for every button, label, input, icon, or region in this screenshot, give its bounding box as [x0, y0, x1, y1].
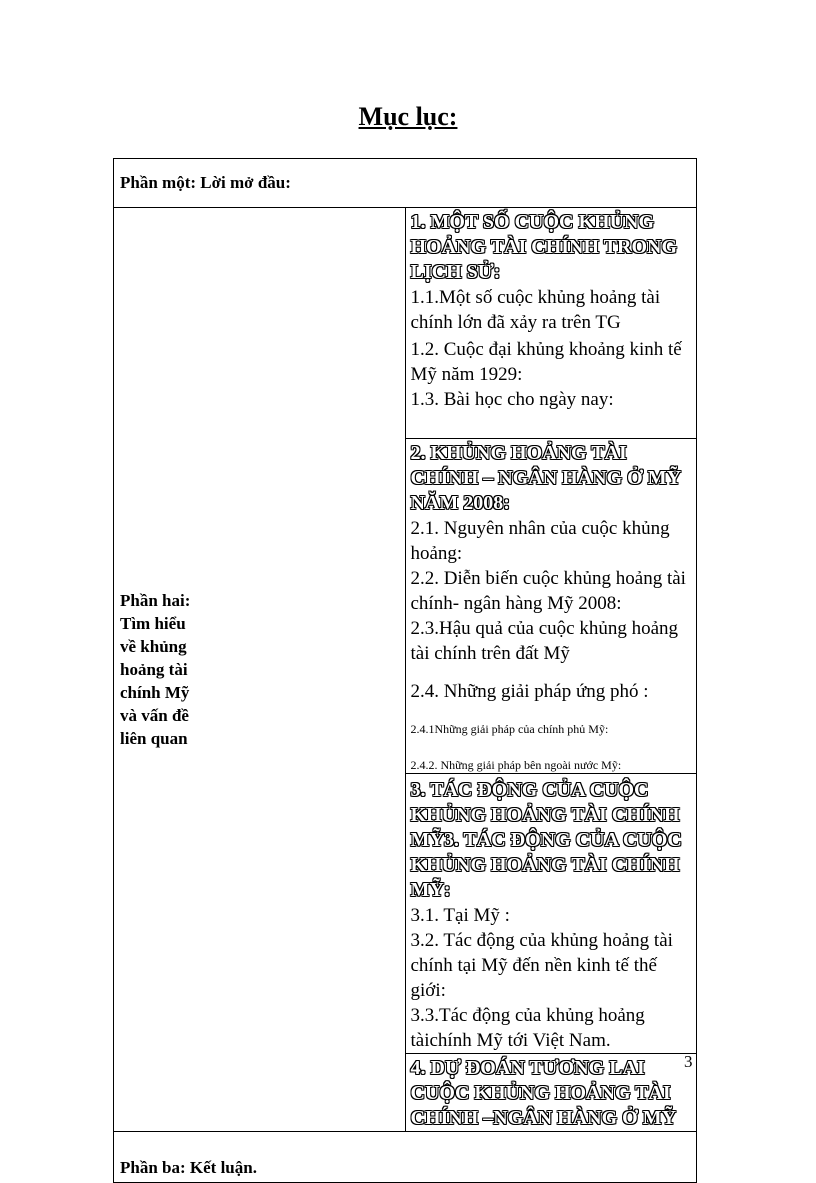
- section-3: [405, 774, 697, 1054]
- part-one-row: [114, 159, 697, 208]
- section-1-item: 1.1.Một số cuộc khủng hoảng tài chính lớn đã xảy ra trên TG: [410, 287, 661, 333]
- part-two-description: Tìm hiểu về khủng hoảng tài chính Mỹ và vấn đề liên quan: [120, 614, 190, 748]
- section-2-title: 2. KHỦNG HOẢNG TÀI CHÍNH – NGÂN HÀNG Ở MỸ NĂM 2008:: [410, 442, 682, 514]
- section-2-item: 2.1. Nguyên nhân của cuộc khủng hoảng:: [410, 518, 670, 564]
- part-one-heading: Phần một: Lời mở đầu:: [114, 159, 697, 208]
- section-3-item: 3.3.Tác động của khủng hoảng tàichính Mỹ tới Việt Nam.: [410, 1005, 645, 1051]
- table-of-contents: [113, 158, 697, 1183]
- section-1-item: 1.3. Bài học cho ngày nay:: [410, 389, 614, 410]
- section-2-subitem: 2.4.2. Những giải pháp bên ngoài nước Mỹ:: [410, 758, 622, 772]
- section-2-subitem: 2.4.1Những giải pháp của chính phủ Mỹ:: [410, 722, 609, 736]
- section-1-row: [114, 208, 697, 439]
- section-4: [405, 1054, 697, 1132]
- section-3-item: 3.2. Tác động của khủng hoảng tài chính tại Mỹ đến nền kinh tế thế giới:: [410, 930, 673, 1001]
- section-2: [405, 439, 697, 774]
- section-2-item: 2.2. Diễn biến cuộc khủng hoảng tài chính- ngân hàng Mỹ 2008:: [410, 568, 686, 614]
- section-4-title: 4. DỰ ĐOÁN TƯƠNG LAI CUỘC KHỦNG HOẢNG TÀI CHÍNH –NGÂN HÀNG Ở MỸ: [410, 1057, 677, 1129]
- section-1: [405, 208, 697, 439]
- section-2-item: 2.4. Những giải pháp ứng phó :: [410, 681, 649, 702]
- part-two-label: [114, 208, 406, 1132]
- section-1-title: 1. MỘT SỐ CUỘC KHỦNG HOẢNG TÀI CHÍNH TRONG LỊCH SỬ:: [410, 211, 678, 283]
- section-2-item: 2.3.Hậu quả của cuộc khủng hoảng tài chính trên đất Mỹ: [410, 618, 679, 664]
- page-number: 3: [684, 1052, 693, 1071]
- page-title: Mục lục:: [358, 102, 458, 131]
- part-two-name: Phần hai:: [120, 591, 191, 610]
- section-3-item: 3.1. Tại Mỹ :: [410, 905, 510, 926]
- section-1-item: 1.2. Cuộc đại khủng khoảng kinh tế Mỹ năm 1929:: [410, 339, 682, 385]
- part-three-row: [114, 1132, 697, 1183]
- part-three-heading: Phần ba: Kết luận.: [114, 1132, 697, 1183]
- section-3-title: 3. TÁC ĐỘNG CỦA CUỘC KHỦNG HOẢNG TÀI CHÍNH MỸ3. TÁC ĐỘNG CỦA CUỘC KHỦNG HOẢNG TÀI CHÍNH MỸ:: [410, 779, 682, 901]
